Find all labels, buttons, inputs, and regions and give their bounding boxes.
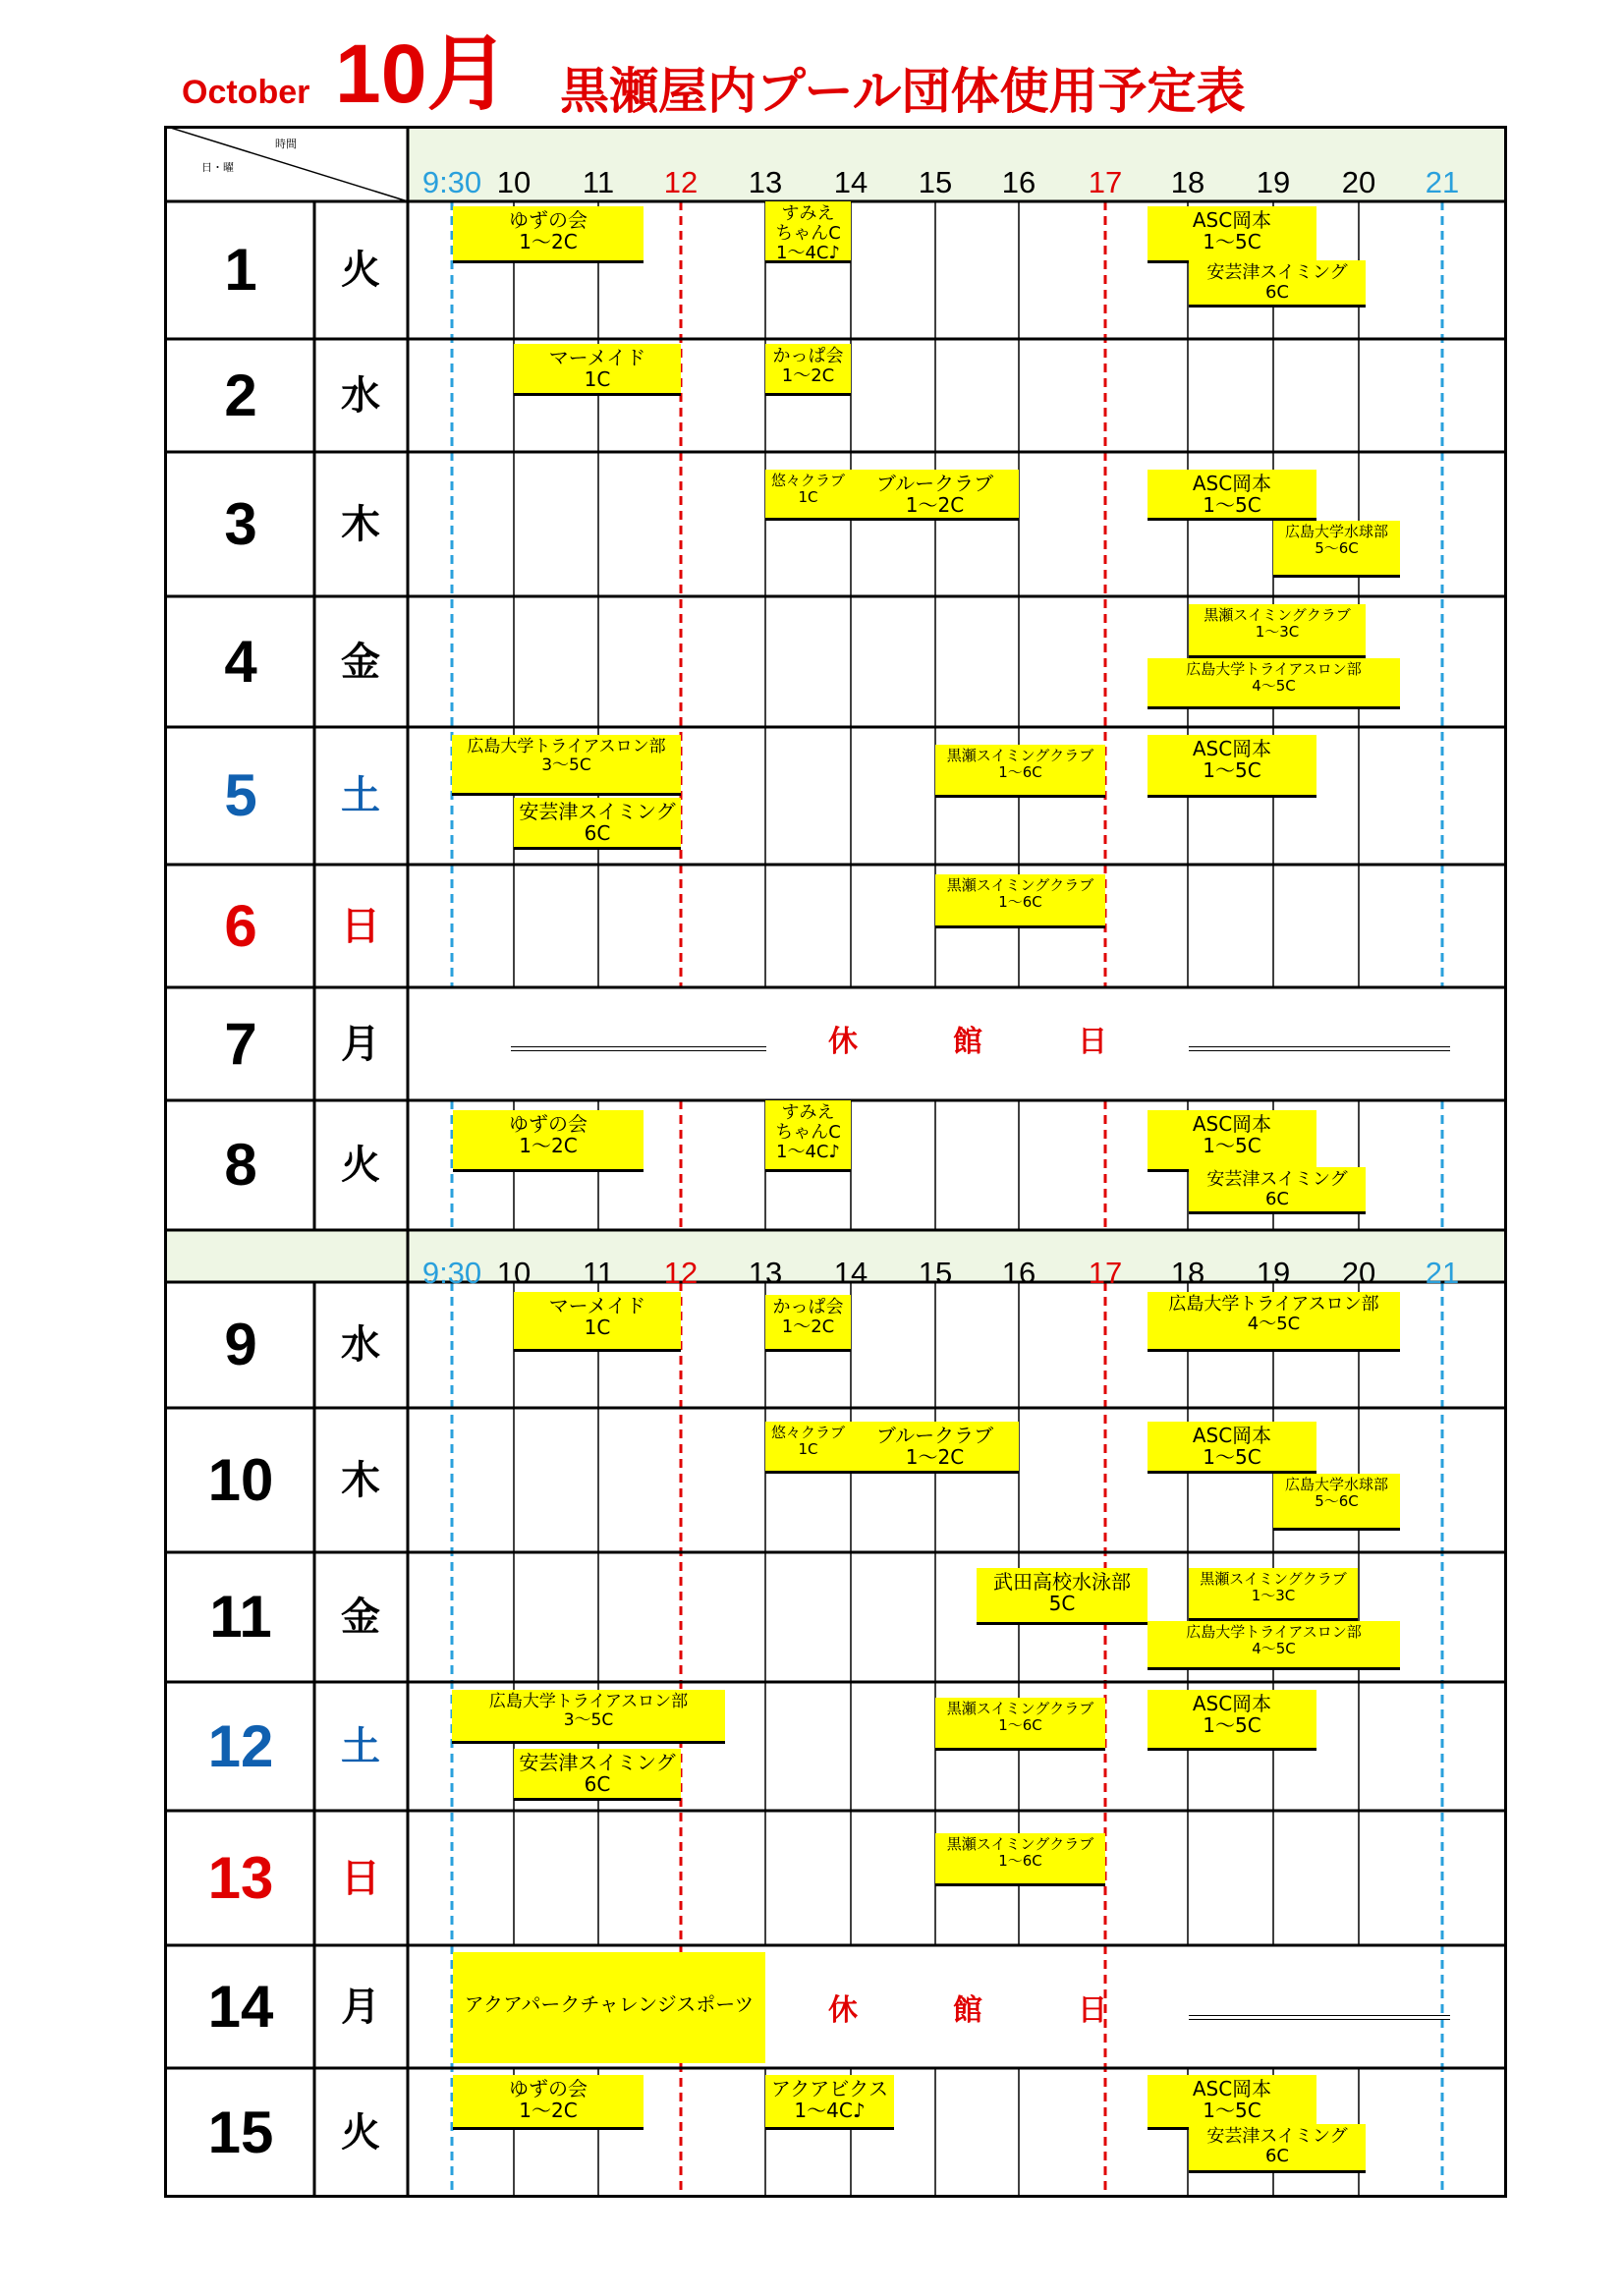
closed-day-label: 日	[1078, 1025, 1107, 1059]
time-tick-label: 18	[1170, 1256, 1205, 1290]
booking-text: アクアパークチャレンジスポーツ	[464, 1992, 755, 2016]
booking-block	[1189, 2124, 1366, 2173]
booking-text: ちゃんC	[775, 1121, 841, 1143]
document-title: 黒瀬屋内プール団体使用予定表	[560, 63, 1246, 120]
booking-text: 武田高校水泳部	[993, 1570, 1131, 1594]
booking-text: ちゃんC	[775, 222, 841, 244]
time-tick-label: 17	[1088, 1256, 1123, 1290]
corner-day-label: 日・曜	[201, 161, 234, 174]
day-number: 2	[224, 362, 257, 428]
booking-text: 安芸津スイミング	[519, 1751, 676, 1774]
booking-text: 5～6C	[1315, 1491, 1359, 1510]
schedule-table	[164, 126, 1507, 2198]
booking-block	[514, 798, 681, 850]
weekday-label: 土	[341, 773, 380, 818]
booking-text: 1～5C	[1203, 2099, 1261, 2122]
booking-text: 1～5C	[1203, 493, 1261, 517]
booking-block	[1148, 206, 1316, 263]
booking-block	[452, 1690, 725, 1744]
booking-text: 3～5C	[541, 755, 591, 775]
booking-block	[514, 1292, 681, 1352]
day-number: 15	[207, 2100, 274, 2165]
booking-text: 1～5C	[1203, 1713, 1261, 1737]
closed-day-rule	[1189, 1046, 1450, 1051]
time-tick-label: 11	[582, 165, 615, 199]
booking-text: 1～2C	[519, 1134, 578, 1157]
closed-day-label: 休	[828, 1025, 858, 1059]
booking-text: 1C	[584, 1316, 611, 1339]
time-tick-label: 19	[1256, 1256, 1291, 1290]
booking-block	[1148, 658, 1400, 709]
time-tick-label: 11	[582, 1256, 615, 1290]
time-tick-label: 20	[1341, 1256, 1376, 1290]
day-number: 6	[224, 892, 257, 959]
booking-text: かっぱ会	[772, 1297, 844, 1317]
booking-text: 1～4C♪	[776, 242, 840, 263]
day-number: 5	[224, 762, 257, 828]
time-tick-label: 15	[918, 1256, 953, 1290]
booking-block	[1189, 604, 1366, 658]
day-number: 9	[224, 1312, 257, 1377]
booking-text: 4～5C	[1247, 1313, 1301, 1334]
closed-day-rule	[1189, 2015, 1450, 2020]
booking-text: 1～3C	[1251, 1586, 1296, 1604]
booking-text: 黒瀬スイミングクラブ	[946, 876, 1094, 894]
weekday-label: 火	[341, 1143, 380, 1188]
booking-text: 5C	[1048, 1592, 1076, 1615]
booking-block	[977, 1568, 1148, 1625]
booking-block	[765, 1100, 851, 1172]
booking-block	[1148, 470, 1316, 521]
booking-block	[1189, 260, 1366, 308]
booking-block	[765, 1422, 851, 1474]
booking-text: マーメイド	[548, 1294, 646, 1317]
booking-text: 5～6C	[1315, 538, 1359, 557]
time-tick-label: 12	[663, 1256, 699, 1290]
day-number: 10	[207, 1446, 274, 1513]
booking-text: 1～6C	[998, 762, 1042, 781]
booking-text: アクアビクス	[770, 2077, 889, 2100]
corner-time-label: 時間	[275, 138, 297, 150]
booking-text: 1～6C	[998, 892, 1042, 911]
time-tick-label: 17	[1088, 165, 1123, 199]
booking-text: ASC岡本	[1192, 208, 1272, 232]
weekday-label: 日	[341, 1855, 380, 1901]
booking-text: 6C	[584, 821, 611, 845]
time-tick-label: 13	[748, 165, 783, 199]
booking-text: 6C	[1264, 1188, 1290, 1209]
booking-block	[1189, 1568, 1358, 1621]
booking-text: 1～2C	[781, 364, 835, 386]
booking-block	[765, 2075, 894, 2130]
booking-block	[1148, 2075, 1316, 2130]
closed-day-label: 館	[953, 1025, 982, 1059]
weekday-label: 火	[341, 2110, 380, 2156]
weekday-label: 木	[341, 501, 380, 547]
time-tick-label: 14	[833, 1256, 868, 1290]
closed-day-rule	[511, 1046, 766, 1051]
booking-text: すみえ	[781, 203, 835, 224]
booking-text: ゆずの会	[509, 2077, 588, 2100]
weekday-label: 火	[341, 248, 380, 293]
day-number: 1	[224, 237, 257, 303]
booking-block	[453, 1952, 765, 2063]
booking-text: 広島大学トライアスロン部	[1186, 1623, 1362, 1641]
weekday-label: 水	[341, 1322, 380, 1368]
day-number: 11	[209, 1584, 272, 1650]
booking-text: ASC岡本	[1192, 2077, 1272, 2100]
booking-text: 1～2C	[519, 230, 578, 253]
weekday-label: 木	[341, 1457, 380, 1503]
booking-text: 1C	[584, 367, 611, 391]
time-tick-label: 10	[496, 165, 532, 199]
booking-text: 黒瀬スイミングクラブ	[946, 747, 1094, 764]
booking-block	[765, 1295, 851, 1352]
booking-text: 黒瀬スイミングクラブ	[1204, 606, 1351, 624]
booking-block	[452, 735, 681, 796]
booking-text: 1～6C	[998, 1851, 1042, 1870]
time-tick-label: 21	[1425, 1256, 1460, 1290]
booking-text: 1～4C♪	[794, 2099, 866, 2122]
day-number: 7	[224, 1010, 257, 1077]
booking-text: ASC岡本	[1192, 1692, 1272, 1715]
booking-block	[765, 470, 851, 521]
booking-text: 広島大学トライアスロン部	[1186, 660, 1362, 678]
booking-block	[453, 206, 644, 263]
booking-block	[935, 874, 1105, 928]
weekday-label: 水	[341, 372, 380, 419]
booking-text: 1～2C	[519, 2099, 578, 2122]
booking-text: 安芸津スイミング	[1206, 262, 1348, 283]
booking-block	[935, 1698, 1105, 1751]
day-number: 3	[224, 490, 257, 557]
closed-day-label: 休	[828, 1993, 858, 2028]
booking-block	[765, 344, 851, 396]
booking-text: 1C	[798, 487, 818, 506]
booking-text: 1～5C	[1203, 1445, 1261, 1469]
booking-text: ASC岡本	[1192, 737, 1272, 760]
booking-block	[1148, 1621, 1400, 1670]
booking-text: 広島大学トライアスロン部	[1168, 1294, 1379, 1315]
booking-block	[1148, 1422, 1316, 1474]
booking-text: 1C	[798, 1439, 818, 1458]
day-number: 8	[224, 1132, 257, 1198]
booking-text: ASC岡本	[1192, 1424, 1272, 1447]
time-tick-label: 10	[496, 1256, 532, 1290]
weekday-label: 月	[341, 1021, 380, 1067]
booking-text: 広島大学水球部	[1284, 523, 1388, 540]
booking-block	[1148, 1292, 1400, 1352]
booking-text: 安芸津スイミング	[519, 800, 676, 823]
booking-block	[765, 201, 851, 263]
time-tick-label: 16	[1001, 165, 1036, 199]
booking-text: 悠々クラブ	[770, 472, 845, 489]
booking-block	[935, 745, 1105, 798]
booking-text: 1～4C♪	[776, 1141, 840, 1162]
booking-block	[453, 2075, 644, 2130]
booking-text: ゆずの会	[509, 208, 588, 232]
booking-text: 1～5C	[1203, 758, 1261, 782]
month-en: October	[182, 74, 310, 111]
booking-text: 4～5C	[1252, 676, 1296, 695]
day-number: 4	[224, 628, 257, 695]
day-number: 12	[207, 1712, 274, 1779]
month-jp: 10月	[335, 28, 510, 120]
booking-block	[514, 344, 681, 396]
booking-text: 1～5C	[1203, 230, 1261, 253]
closed-day-label: 館	[953, 1993, 982, 2028]
booking-text: 広島大学トライアスロン部	[467, 737, 666, 756]
booking-text: 1～6C	[998, 1715, 1042, 1734]
time-tick-label: 12	[663, 165, 699, 199]
weekday-label: 日	[341, 903, 380, 949]
weekday-label: 月	[341, 1984, 380, 2030]
booking-block	[851, 470, 1019, 521]
booking-text: 1～2C	[781, 1316, 835, 1337]
booking-text: 4～5C	[1252, 1639, 1296, 1657]
booking-block	[1273, 521, 1400, 578]
time-tick-label: 13	[748, 1256, 783, 1290]
time-tick-label: 18	[1170, 165, 1205, 199]
booking-text: 安芸津スイミング	[1206, 2126, 1348, 2147]
booking-block	[1148, 735, 1316, 798]
time-tick-label: 19	[1256, 165, 1291, 199]
booking-text: 黒瀬スイミングクラブ	[946, 1835, 1094, 1853]
booking-block	[514, 1749, 681, 1801]
weekday-label: 土	[341, 1723, 380, 1769]
booking-text: 悠々クラブ	[770, 1424, 845, 1441]
time-tick-label: 20	[1341, 165, 1376, 199]
time-tick-label: 15	[918, 165, 953, 199]
time-tick-label: 14	[833, 165, 868, 199]
time-tick-label: 21	[1425, 165, 1460, 199]
booking-block	[1273, 1474, 1400, 1531]
booking-text: 6C	[1264, 281, 1290, 303]
booking-text: 1～5C	[1203, 1134, 1261, 1157]
day-number: 13	[207, 1844, 274, 1911]
day-number: 14	[207, 1973, 274, 2040]
booking-text: 広島大学トライアスロン部	[488, 1692, 689, 1711]
booking-block	[851, 1422, 1019, 1474]
booking-text: 広島大学水球部	[1284, 1476, 1388, 1493]
booking-text: 安芸津スイミング	[1206, 1169, 1348, 1190]
booking-block	[1189, 1167, 1366, 1214]
booking-text: ブルークラブ	[875, 472, 994, 495]
booking-text: 3～5C	[563, 1709, 614, 1730]
closed-day-label: 日	[1078, 1993, 1107, 2028]
time-tick-label: 16	[1001, 1256, 1036, 1290]
weekday-label: 金	[341, 639, 380, 685]
booking-text: ブルークラブ	[875, 1424, 994, 1447]
booking-text: 黒瀬スイミングクラブ	[1200, 1570, 1347, 1588]
booking-text: 6C	[1264, 2145, 1290, 2166]
booking-text: ASC岡本	[1192, 1112, 1272, 1136]
booking-block	[453, 1110, 644, 1172]
booking-text: 6C	[584, 1772, 611, 1796]
time-tick-label: 9:30	[421, 1256, 482, 1290]
weekday-label: 金	[341, 1595, 380, 1640]
booking-text: すみえ	[781, 1102, 835, 1123]
booking-text: ASC岡本	[1192, 472, 1272, 495]
booking-block	[935, 1833, 1105, 1886]
booking-text: ゆずの会	[509, 1112, 588, 1136]
booking-text: 1～2C	[905, 1445, 965, 1469]
booking-text: マーメイド	[548, 346, 646, 369]
booking-text: 1～3C	[1255, 622, 1300, 641]
booking-text: かっぱ会	[772, 346, 844, 366]
booking-block	[1148, 1110, 1316, 1172]
booking-block	[1148, 1690, 1316, 1751]
booking-text: 1～2C	[905, 493, 965, 517]
booking-text: 黒瀬スイミングクラブ	[946, 1700, 1094, 1717]
time-tick-label: 9:30	[421, 165, 482, 199]
